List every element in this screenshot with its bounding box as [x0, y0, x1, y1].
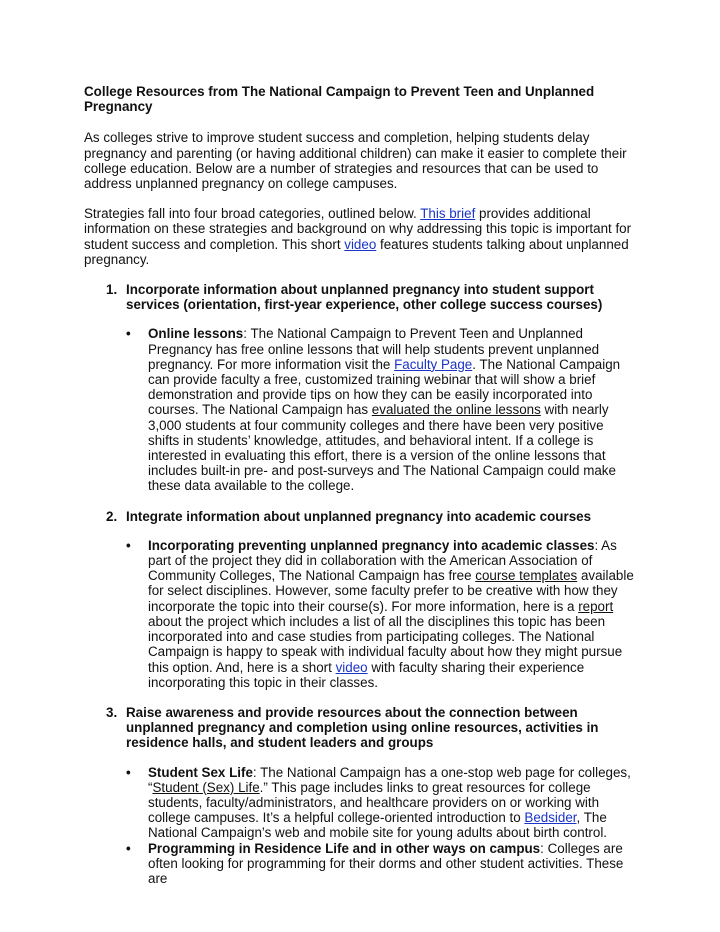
section-number: 3. [106, 704, 118, 720]
report-link[interactable]: report [578, 598, 614, 614]
section-heading: Integrate information about unplanned pregnancy into academic courses [126, 508, 592, 524]
section-heading: Incorporate information about unplanned pregnancy into student support services (orientation, first-year experience, other college success courses) [126, 282, 603, 313]
bullet-label: Student Sex Life [148, 764, 253, 780]
strategy-section-2 [84, 509, 636, 690]
strategies-text-1: Strategies fall into four broad categories, outlined below. [84, 206, 421, 222]
bullet-student-sex-life [126, 765, 636, 841]
this-brief-link[interactable]: This brief [420, 206, 476, 222]
faculty-page-link[interactable]: Faculty Page [394, 356, 473, 372]
bullet-text [148, 538, 636, 690]
course-templates-link[interactable]: course templates [475, 568, 578, 584]
bullet-text-segment: : Colleges are often looking for programming for their dorms and other student activities. These are [148, 840, 624, 886]
document-title: College Resources from The National Campaign to Prevent Teen and Unplanned Pregnancy [84, 84, 595, 115]
evaluated-lessons-link[interactable]: evaluated the online lessons [371, 402, 541, 418]
section-number: 1. [106, 282, 118, 298]
bullet-text-segment: . The National Campaign can provide faculty a free, customized training webinar that will show a brief demonstration and provide tips on how they can be easily incorporated into courses. The National Campaign has [148, 356, 621, 418]
bullet-list [126, 326, 636, 493]
bullet-text-segment: with faculty sharing their experience incorporating this topic in their classes. [148, 659, 585, 690]
bullet-academic-classes [126, 538, 636, 690]
strategies-paragraph [84, 206, 636, 267]
bullet-text-segment: .” This page includes links to great resources for college students, faculty/administrators, and healthcare providers on or working with college campuses. It’s a helpful college-oriented introduction to [148, 779, 600, 826]
bullet-online-lessons [126, 326, 636, 493]
bullet-label: Online lessons [148, 326, 244, 342]
strategy-list [84, 282, 636, 886]
bedsider-link[interactable]: Bedsider [524, 810, 577, 826]
bullet-text [148, 765, 636, 841]
strategies-text-2: provides additional information on these strategies and background on why addressing this topic is important for student success and completion. This short [84, 206, 632, 252]
bullet-text-segment: about the project which includes a list of all the disciplines this topic has been incorporated into and case studies from participating colleges. The National Campaign is happy to speak with individual faculty about how they might pursue this option. And, here is a short [148, 613, 623, 675]
bullet-residence-life [126, 841, 636, 887]
bullet-list [126, 538, 636, 690]
strategy-section-3 [84, 705, 636, 886]
intro-paragraph: As colleges strive to improve student success and completion, helping students delay pregnancy and parenting (or having additional children) can make it easier to complete their college education. Below are a number of strategies and resources that can be used to address unplanned pregnancy on college campuses. [84, 130, 627, 192]
bullet-text-segment: : As part of the project they did in collaboration with the American Association of Community Colleges, The National Campaign has free [148, 537, 617, 584]
student-video-link[interactable]: video [344, 236, 377, 252]
strategies-text-3: features students talking about unplanned pregnancy. [84, 236, 629, 267]
bullet-text-segment: , The National Campaign’s web and mobile site for young adults about birth control. [148, 810, 608, 841]
bullet-text-segment: with nearly 3,000 students at four community colleges and there have been very positive shifts in students’ knowledge, attitudes, and behavioral intent. If a college is interested in evaluating this effort, there is a version of the online lessons that includes built-in pre- and post-surveys and The National Campaign could make these data available to the college. [148, 402, 616, 494]
bullet-icon: • [126, 326, 131, 342]
bullet-label: Programming in Residence Life and in other ways on campus [148, 840, 541, 856]
student-sex-life-link[interactable]: Student (Sex) Life [152, 779, 260, 795]
bullet-list [126, 765, 636, 887]
bullet-icon: • [126, 764, 131, 780]
bullet-text-segment: : The National Campaign to Prevent Teen and Unplanned Pregnancy has free online lessons that will help students prevent unplanned pregnancy. For more information visit the [148, 326, 600, 372]
section-number: 2. [106, 508, 118, 524]
bullet-text-segment: available for select disciplines. However, some faculty prefer to be creative with how they incorporate the topic into their course(s). For more information, here is a [148, 568, 634, 614]
bullet-text [148, 841, 636, 887]
strategy-section-1 [84, 282, 636, 494]
bullet-text [148, 326, 636, 493]
section-heading: Raise awareness and provide resources about the connection between unplanned pregnancy and completion using online resources, activities in residence halls, and student leaders and groups [126, 704, 599, 751]
bullet-icon: • [126, 537, 131, 553]
bullet-text-segment: : The National Campaign has a one-stop web page for colleges, “ [148, 764, 631, 795]
bullet-icon: • [126, 840, 131, 856]
faculty-video-link[interactable]: video [335, 659, 368, 675]
bullet-label: Incorporating preventing unplanned pregnancy into academic classes [148, 537, 595, 553]
